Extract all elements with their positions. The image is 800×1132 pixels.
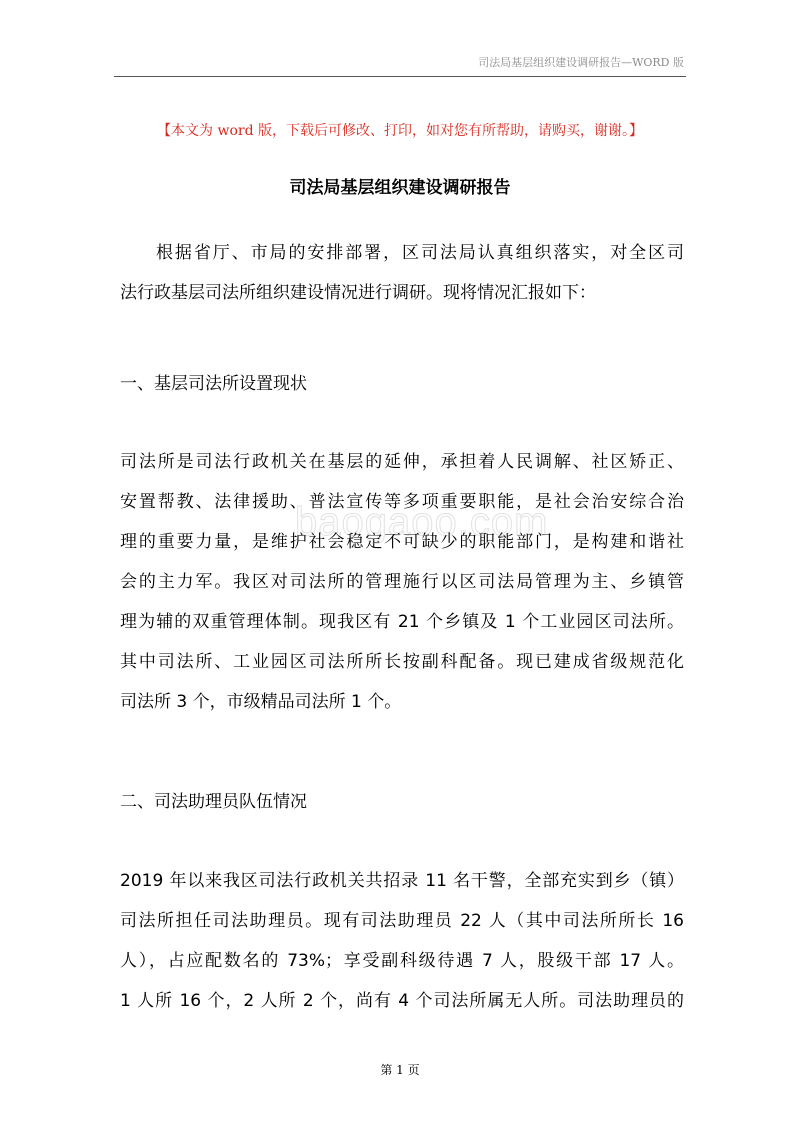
section-1-heading: 一、基层司法所设置现状: [120, 374, 307, 394]
text-line: 人），占应配数名的 73%；享受副科级待遇 7 人，股级干部 17 人。: [120, 951, 684, 971]
text-line: 会的主力军。我区对司法所的管理施行以区司法局管理为主、乡镇管: [120, 572, 684, 592]
document-title: 司法局基层组织建设调研报告: [289, 178, 511, 198]
text-line: 理的重要力量，是维护社会稳定不可缺少的职能部门，是构建和谐社: [120, 532, 684, 552]
text-line: 司法所担任司法助理员。现有司法助理员 22 人（其中司法所所长 16: [120, 911, 684, 931]
section-2-heading: 二、司法助理员队伍情况: [120, 792, 307, 812]
text-line: 1 人所 16 个，2 人所 2 个，尚有 4 个司法所属无人所。司法助理员的: [120, 991, 684, 1011]
text-line: 司法所 3 个，市级精品司法所 1 个。: [120, 692, 402, 712]
running-header: 司法局基层组织建设调研报告—WORD 版: [478, 56, 684, 69]
header-divider: [114, 76, 686, 77]
section-1-paragraph: [120, 442, 684, 722]
text-line: 法行政基层司法所组织建设情况进行调研。现将情况汇报如下：: [120, 283, 596, 303]
section-2-paragraph: [120, 861, 684, 1021]
intro-paragraph: [120, 233, 684, 313]
page-number: 第 1 页: [380, 1063, 420, 1077]
text-line: 安置帮教、法律援助、普法宣传等多项重要职能，是社会治安综合治: [120, 492, 684, 512]
watermark: baogaoo.com: [295, 500, 549, 544]
text-line: 2019 年以来我区司法行政机关共招录 11 名干警，全部充实到乡（镇）: [120, 871, 684, 891]
text-line: 根据省厅、市局的安排部署，区司法局认真组织落实，对全区司: [156, 243, 684, 263]
download-notice: 【本文为 word 版，下载后可修改、打印，如对您有所帮助，请购买，谢谢。】: [157, 123, 643, 139]
text-line: 司法所是司法行政机关在基层的延伸，承担着人民调解、社区矫正、: [120, 452, 684, 472]
text-line: 其中司法所、工业园区司法所所长按副科配备。现已建成省级规范化: [120, 652, 684, 672]
text-line: 理为辅的双重管理体制。现我区有 21 个乡镇及 1 个工业园区司法所。: [120, 612, 684, 632]
